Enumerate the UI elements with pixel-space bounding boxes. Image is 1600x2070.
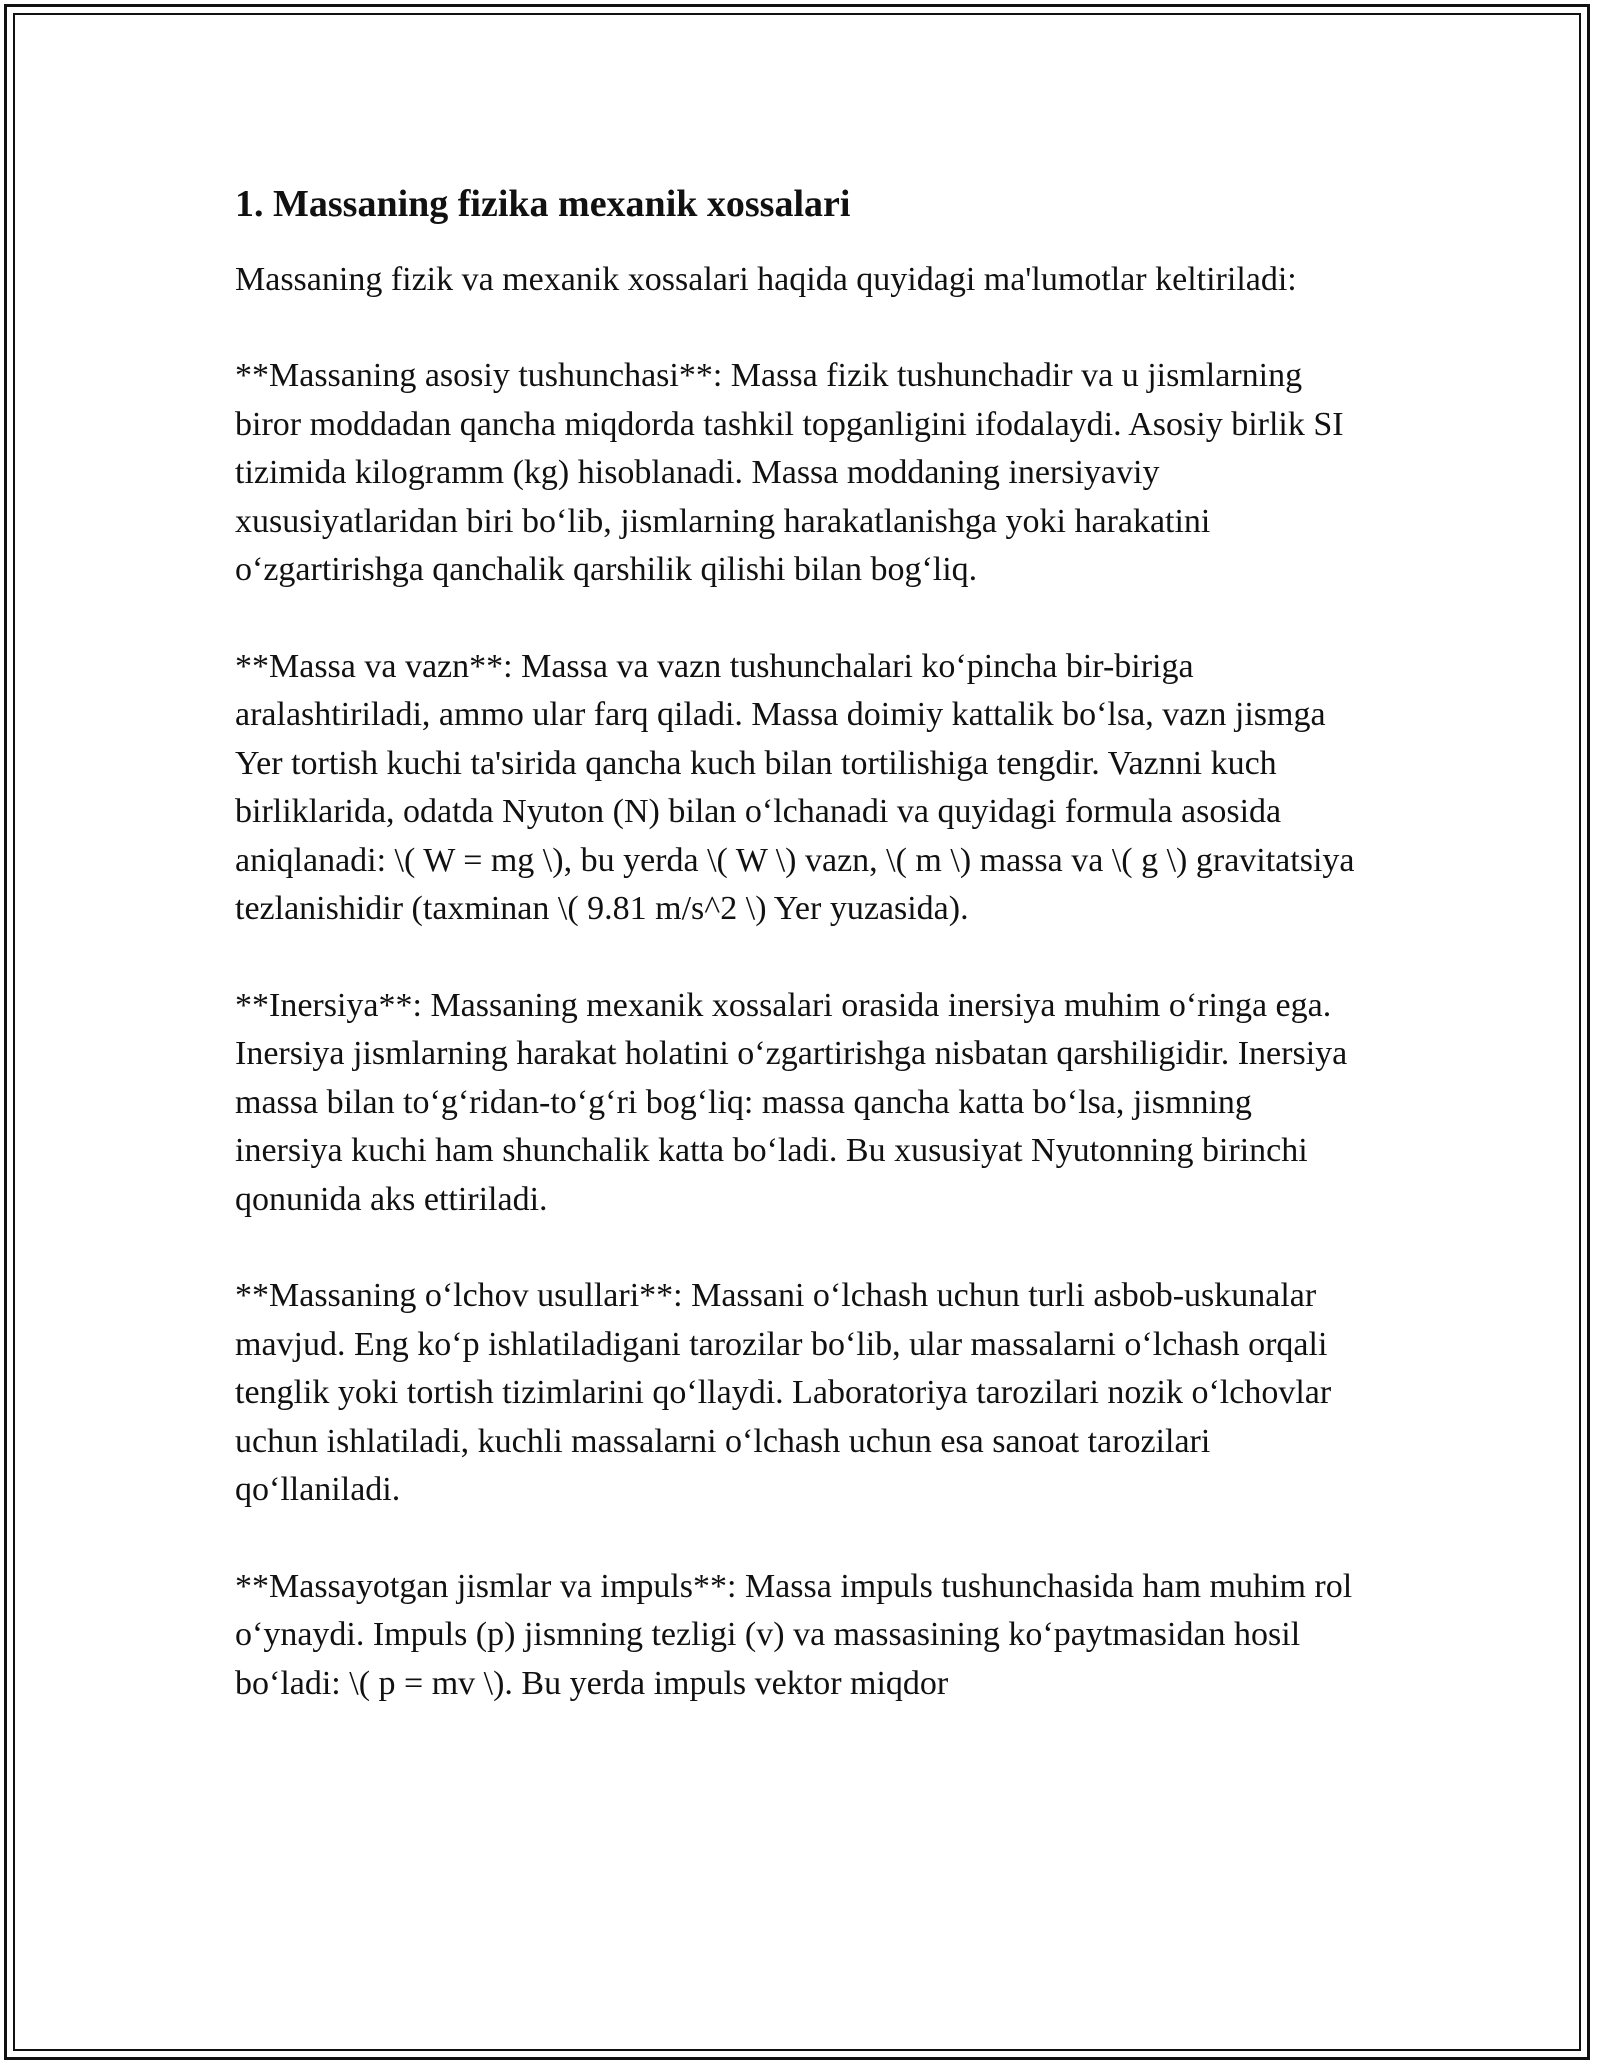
section-heading: 1. Massaning fizika mexanik xossalari (235, 183, 851, 225)
document-body (235, 182, 1360, 1756)
paragraph-inertia: **Inersiya**: Massaning mexanik xossalari orasida inersiya muhim o‘ringa ega. Inersiya jismlarning harakat holatini o‘zgartirishga nisbatan qarshiligidir. Inersiya massa bilan to‘g‘ridan-to‘g‘ri bog‘liq: massa qancha katta bo‘lsa, jismning inersiya kuchi ham shunchalik katta bo‘ladi. Bu xususiyat Nyutonning birinchi qonunida aks ettiriladi. (235, 986, 1348, 1218)
paragraph-measurement: **Massaning o‘lchov usullari**: Massani o‘lchash uchun turli asbob-uskunalar mavjud. Eng ko‘p ishlatiladigani tarozilar bo‘lib, ular massalarni o‘lchash orqali tenglik yoki tortish tizimlarini qo‘llaydi. Laboratoriya tarozilari nozik o‘lchovlar uchun ishlatiladi, kuchli massalarni o‘lchash uchun esa sanoat tarozilari qo‘llaniladi. (235, 1277, 1332, 1509)
paragraph-impulse: **Massayotgan jismlar va impuls**: Massa impuls tushunchasida ham muhim rol o‘ynaydi. Impuls (p) jismning tezligi (v) va massasining ko‘paytmasidan hosil bo‘ladi: \( p = mv \). Bu yerda impuls vektor miqdor (235, 1567, 1353, 1702)
paragraph-mass-weight: **Massa va vazn**: Massa va vazn tushunchalari ko‘pincha bir-biriga aralashtiriladi, ammo ular farq qiladi. Massa doimiy kattalik bo‘lsa, vazn jismga Yer tortish kuchi ta'sirida qancha kuch bilan tortilishiga tengdir. Vaznni kuch birliklarida, odatda Nyuton (N) bilan o‘lchanadi va quyidagi formula asosida aniqlanadi: \( W = mg \), bu yerda \( W \) vazn, \( m \) massa va \( g \) gravitatsiya tezlanishidir (taxminan \( 9.81 m/s^2 \) Yer yuzasida). (235, 647, 1355, 928)
paragraph-mass-concept: **Massaning asosiy tushunchasi**: Massa fizik tushunchadir va u jismlarning biror moddadan qancha miqdorda tashkil topganligini ifodalaydi. Asosiy birlik SI tizimida kilogramm (kg) hisoblanadi. Massa moddaning inersiyaviy xususiyatlaridan biri bo‘lib, jismlarning harakatlanishga yoki harakatini o‘zgartirishga qanchalik qarshilik qilishi bilan bog‘liq. (235, 357, 1344, 589)
paragraph-intro: Massaning fizik va mexanik xossalari haqida quyidagi ma'lumotlar keltiriladi: (235, 260, 1297, 298)
